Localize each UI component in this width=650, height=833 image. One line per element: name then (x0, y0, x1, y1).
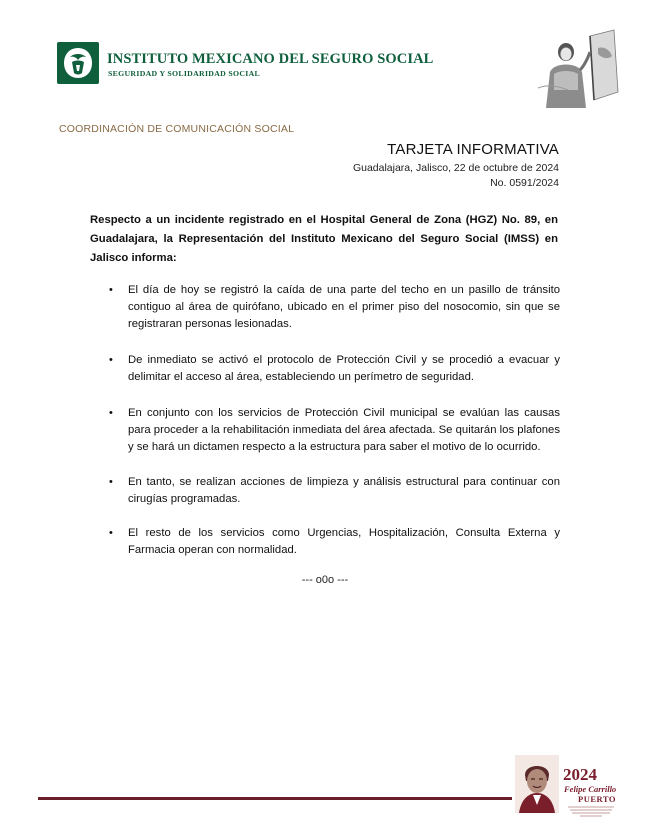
bullet-icon: • (109, 284, 113, 296)
felipe-carrillo-puerto-portrait-icon (515, 755, 559, 813)
footer-honoree-first: Felipe Carrillo (564, 784, 617, 794)
closing-mark: --- o0o --- (301, 574, 349, 586)
woman-with-flag-emblem-icon (528, 28, 620, 110)
list-item (90, 474, 560, 508)
footer-honoree-last: PUERTO (578, 794, 616, 804)
bullet-icon: • (109, 476, 113, 488)
bullet-list (90, 282, 560, 559)
list-item (90, 405, 560, 456)
institution-motto: SEGURIDAD Y SOLIDARIDAD SOCIAL (108, 69, 261, 78)
bullet-icon: • (109, 527, 113, 539)
list-item (90, 525, 560, 559)
bullet-icon: • (109, 354, 113, 366)
institution-name: INSTITUTO MEXICANO DEL SEGURO SOCIAL (107, 51, 434, 67)
bullet-icon: • (109, 407, 113, 419)
list-item (90, 282, 560, 333)
footer-year: 2024 (563, 765, 597, 784)
document-title: TARJETA INFORMATIVA (387, 141, 559, 158)
intro-paragraph: Respecto a un incidente registrado en el Hospital General de Zona (HGZ) No. 89, en Guadalajara, la Representación del Instituto Mexicano del Seguro Social (IMSS) en Jalisco informa: (90, 214, 558, 264)
imss-logo-icon (57, 42, 99, 84)
list-item-text: De inmediato se activó el protocolo de Protección Civil y se procedió a evacuar y delimitar el acceso al área, estableciendo un perímetro de seguridad. (128, 354, 560, 383)
footer-divider (38, 797, 512, 800)
list-item-text: En conjunto con los servicios de Protección Civil municipal se evalúan las causas para proceder a la rehabilitación inmediata del área afectada. Se quitarán los plafones y se hará un dictamen respecto a la estructura para saber el motivo de lo ocurrido. (128, 407, 560, 453)
list-item-text: En tanto, se realizan acciones de limpieza y análisis estructural para continuar con cirugías programadas. (128, 476, 560, 505)
list-item-text: El día de hoy se registró la caída de una parte del techo en un pasillo de tránsito contiguo al área de quirófano, ubicado en el primer piso del nosocomio, sin que se registraran personas lesionadas. (128, 284, 560, 330)
list-item-text: El resto de los servicios como Urgencias, Hospitalización, Consulta Externa y Farmacia operan con normalidad. (128, 527, 560, 556)
footer-fine-print-decoration (566, 805, 616, 819)
document-date: Guadalajara, Jalisco, 22 de octubre de 2024 (352, 162, 559, 174)
document-number: No. 0591/2024 (490, 177, 559, 189)
list-item (90, 352, 560, 386)
coordination-label: COORDINACIÓN DE COMUNICACIÓN SOCIAL (59, 123, 295, 135)
